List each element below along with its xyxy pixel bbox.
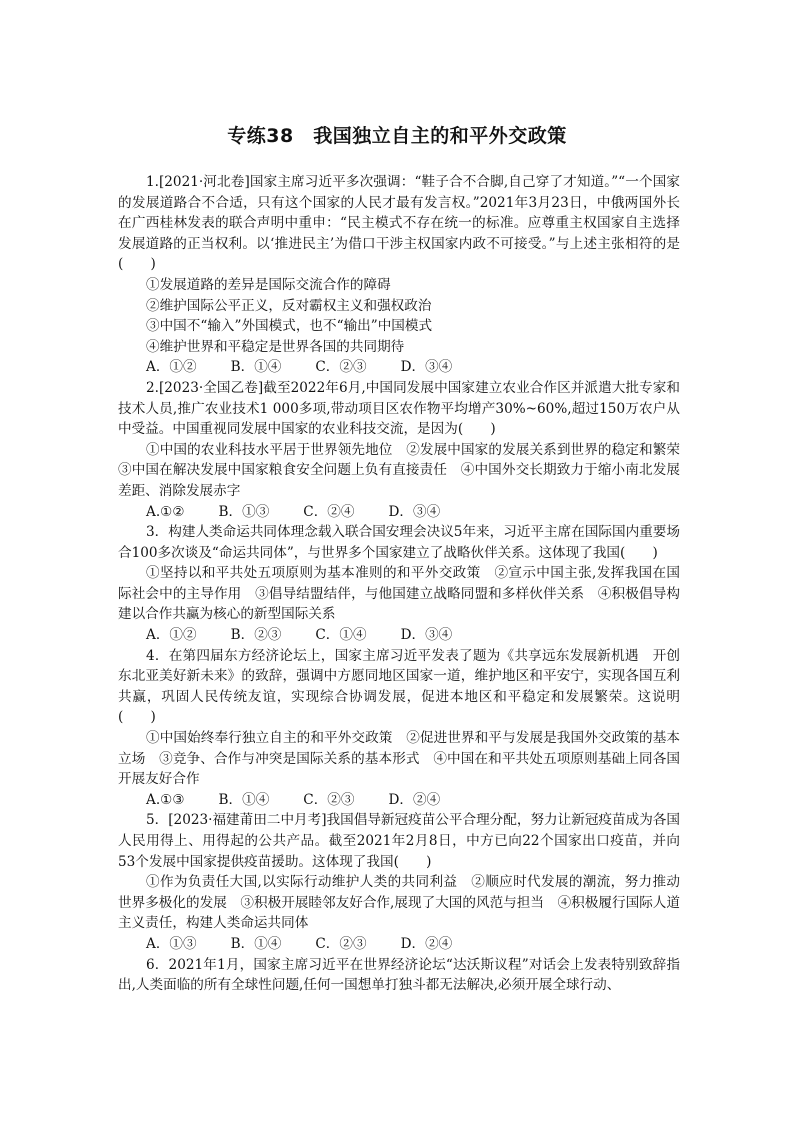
question-6: [118, 955, 680, 996]
choice-d: D．③④: [400, 627, 453, 644]
choice-a: A.①②: [146, 503, 185, 520]
choice-d: D．③④: [400, 359, 453, 376]
answer-choices: [118, 357, 680, 378]
answer-choices: [118, 934, 680, 955]
choice-a: A.①③: [146, 791, 185, 808]
question-options: ①中国的农业科技水平居于世界领先地位 ②发展中国家的发展关系到世界的稳定和繁荣 ③中国在解决发展中国家粮食安全问题上负有直接责任 ④中国外交长期致力于缩小南北发展差距、消除发展赤字: [118, 441, 694, 499]
choice-c: C．①④: [315, 627, 367, 644]
question-4: [118, 646, 680, 811]
choice-c: C．②③: [315, 935, 367, 952]
choice-c: C．②③: [315, 359, 367, 376]
question-options: ①坚持以和平共处五项原则为基本准则的和平外交政策 ②宣示中国主张,发挥我国在国际社会中的主导作用 ③倡导结盟结伴，与他国建立战略同盟和多样伙伴关系 ④积极倡导构建以合作共赢为核心的新型国际关系: [118, 565, 680, 623]
choice-b: B．①③: [218, 503, 270, 520]
question-list: [118, 172, 694, 996]
question-stem: 4．在第四届东方经济论坛上，国家主席习近平发表了题为《共享远东发展新机遇 开创东北亚美好新未来》的致辞，强调中方愿同地区国家一道，维护地区和平安宁，实现各国互利共赢，巩固人民传统友谊，实现综合协调发展，促进本地区和平稳定和发展繁荣。这说明( ): [118, 647, 680, 726]
option-line: ①发展道路的差异是国际交流合作的障碍: [146, 276, 391, 293]
choice-a: A．①②: [146, 627, 197, 644]
answer-choices: [118, 502, 680, 523]
question-options: ①作为负责任大国,以实际行动维护人类的共同利益 ②顺应时代发展的潮流，努力推动世界多极化的发展 ③积极开展睦邻友好合作,展现了大国的风范与担当 ④积极履行国际人道主义责任，构建人类命运共同体: [118, 874, 680, 932]
choice-b: B．①④: [230, 359, 282, 376]
choice-d: D．②④: [388, 791, 441, 808]
answer-choices: [118, 625, 680, 646]
question-options: ①中国始终奉行独立自主的和平外交政策 ②促进世界和平与发展是我国外交政策的基本立场 ③竞争、合作与冲突是国际关系的基本形式 ④中国在和平共处五项原则基础上同各国开展友好合作: [118, 730, 680, 788]
question-5: [118, 810, 680, 954]
option-line: ②维护国际公平正义，反对霸权主义和强权政治: [146, 297, 432, 314]
choice-c: C．②③: [303, 791, 355, 808]
choice-a: A．①③: [146, 935, 197, 952]
page-title: 专练38 我国独立自主的和平外交政策: [227, 125, 567, 147]
option-line: ③中国不“输入”外国模式，也不“输出”中国模式: [146, 318, 433, 335]
choice-b: B．②③: [230, 627, 282, 644]
question-2: [118, 378, 694, 522]
choice-d: D．③④: [388, 503, 441, 520]
question-stem: 5．[2023·福建莆田二中月考]我国倡导新冠疫苗公平合理分配，努力让新冠疫苗成为各国人民用得上、用得起的公共产品。截至2021年2月8日，中方已向22个国家出口疫苗，并向53个发展中国家提供疫苗援助。这体现了我国( ): [118, 812, 680, 870]
choice-b: B．①④: [218, 791, 270, 808]
question-stem: 6．2021年1月，国家主席习近平在世界经济论坛“达沃斯议程”对话会上发表特别致辞指出,人类面临的所有全球性问题,任何一国想单打独斗都无法解决,必须开展全球行动、: [118, 956, 680, 994]
option-line: ④维护世界和平稳定是世界各国的共同期待: [146, 338, 405, 355]
question-stem: 3．构建人类命运共同体理念载入联合国安理会决议5年来，习近平主席在国际国内重要场合100多次谈及“命运共同体”，与世界多个国家建立了战略伙伴关系。这体现了我国( ): [118, 524, 680, 561]
question-1: [118, 172, 680, 378]
question-stem: 1.[2021·河北卷]国家主席习近平多次强调：“鞋子合不合脚,自己穿了才知道。”“一个国家的发展道路合不合适，只有这个国家的人民才最有发言权。”2021年3月23日，中俄两国外长在广西桂林发表的联合声明中重申：“民主模式不存在统一的标准。应尊重主权国家自主选择发展道路的正当权利。以‘推进民主’为借口干涉主权国家内政不可接受。”与上述主张相符的是( ): [118, 174, 680, 273]
question-3: [118, 522, 680, 646]
choice-a: A．①②: [146, 359, 197, 376]
answer-choices: [118, 790, 680, 811]
choice-b: B．①④: [230, 935, 282, 952]
question-stem: 2.[2023·全国乙卷]截至2022年6月,中国同发展中国家建立农业合作区并派遣大批专家和技术人员,推广农业技术1 000多项,带动项目区农作物平均增产30%~60%,超过150万农户从中受益。中国重视同发展中国家的农业科技交流，是因为( ): [118, 379, 680, 438]
choice-c: C．②④: [303, 503, 355, 520]
choice-d: D．②④: [400, 935, 453, 952]
